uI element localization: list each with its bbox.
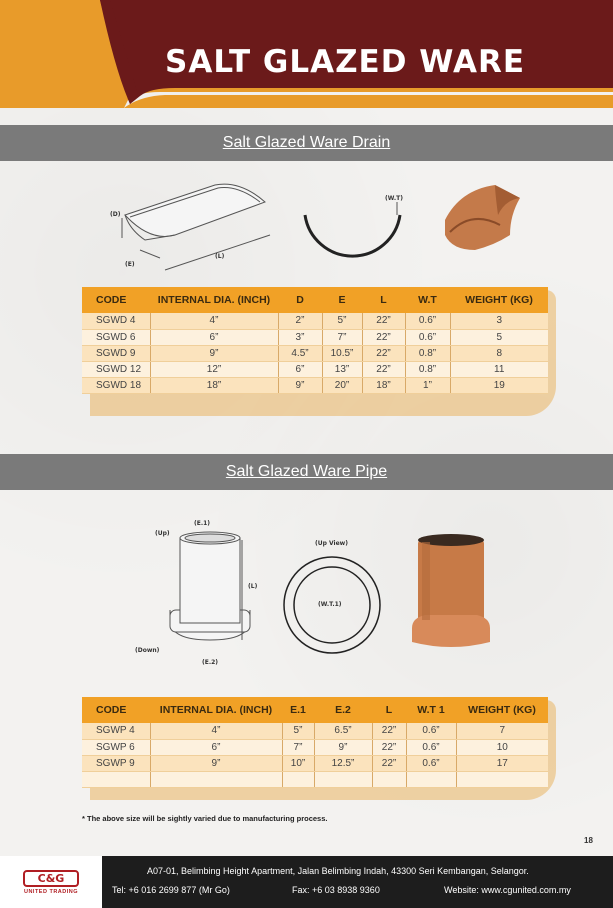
table-row	[82, 771, 548, 787]
table-cell	[150, 771, 282, 787]
table-cell: SGWP 9	[82, 755, 150, 771]
drain-isometric-drawing	[122, 184, 270, 270]
drain-header-cell: W.T	[405, 287, 450, 313]
company-fax: Fax: +6 03 8938 9360	[292, 885, 380, 895]
table-cell: 5”	[322, 313, 362, 329]
table-cell	[372, 771, 406, 787]
table-cell: 0.6”	[406, 739, 456, 755]
table-row	[82, 377, 548, 393]
table-cell: 0.6”	[406, 755, 456, 771]
table-row	[82, 313, 548, 329]
pipe-section-header	[0, 454, 613, 490]
table-cell	[314, 771, 372, 787]
pipe-header-cell: E.1	[282, 697, 314, 723]
table-cell: 20”	[322, 377, 362, 393]
table-cell: 2”	[278, 313, 322, 329]
footer	[0, 856, 613, 908]
table-cell: 0.6”	[405, 329, 450, 345]
table-cell: 22”	[362, 329, 405, 345]
pipe-label-up: (Up)	[155, 530, 170, 537]
pipe-header-cell: E.2	[314, 697, 372, 723]
table-row	[82, 755, 548, 771]
drain-label-l: (L)	[215, 253, 225, 260]
table-cell: 1”	[405, 377, 450, 393]
table-row	[82, 345, 548, 361]
table-cell: 10	[456, 739, 548, 755]
table-cell: 6”	[150, 329, 278, 345]
page-title: SALT GLAZED WARE	[165, 44, 526, 80]
drain-label-wt: (W.T)	[385, 195, 403, 202]
table-cell: 3	[450, 313, 548, 329]
pipe-product-image	[412, 534, 490, 647]
pipe-label-e1: (E.1)	[194, 520, 211, 527]
pipe-label-e2: (E.2)	[202, 659, 219, 666]
table-cell: 4”	[150, 723, 282, 739]
drain-diagrams	[100, 180, 540, 280]
pipe-side-drawing	[170, 532, 250, 640]
drain-header-cell: CODE	[82, 287, 150, 313]
table-cell: 9”	[314, 739, 372, 755]
drain-header-cell: WEIGHT (KG)	[450, 287, 548, 313]
table-cell: 6.5”	[314, 723, 372, 739]
table-cell: 0.6”	[405, 313, 450, 329]
table-cell: 10.5”	[322, 345, 362, 361]
table-cell	[456, 771, 548, 787]
pipe-label-wt1: (W.T.1)	[318, 601, 342, 608]
drain-spec-table	[82, 287, 548, 394]
drain-product-image	[445, 185, 520, 250]
table-cell: 7”	[322, 329, 362, 345]
pipe-diagrams	[130, 510, 510, 670]
manufacturing-note: * The above size will be sightly varied due to manufacturing process.	[82, 814, 328, 823]
drain-label-d: (D)	[110, 211, 121, 218]
drain-section-header	[0, 125, 613, 161]
table-row	[82, 329, 548, 345]
table-cell: SGWD 12	[82, 361, 150, 377]
table-cell: SGWP 4	[82, 723, 150, 739]
table-cell: 22”	[362, 313, 405, 329]
pipe-label-down: (Down)	[135, 647, 160, 654]
pipe-label-up-view: (Up View)	[315, 540, 348, 547]
pipe-header-cell: WEIGHT (KG)	[456, 697, 548, 723]
table-cell: 0.6”	[406, 723, 456, 739]
pipe-header-cell: L	[372, 697, 406, 723]
table-cell: 6”	[150, 739, 282, 755]
table-row	[82, 739, 548, 755]
pipe-header-cell: W.T 1	[406, 697, 456, 723]
table-cell: 9”	[150, 345, 278, 361]
table-cell: SGWD 4	[82, 313, 150, 329]
table-cell: 0.8”	[405, 361, 450, 377]
pipe-header-cell: INTERNAL DIA. (INCH)	[150, 697, 282, 723]
table-cell: 19	[450, 377, 548, 393]
table-cell: 3”	[278, 329, 322, 345]
table-cell: 12.5”	[314, 755, 372, 771]
table-cell: 22”	[372, 739, 406, 755]
drain-header-cell: D	[278, 287, 322, 313]
company-logo	[0, 856, 102, 908]
table-cell: 8	[450, 345, 548, 361]
table-row	[82, 723, 548, 739]
table-cell: 9”	[150, 755, 282, 771]
table-cell: 18”	[150, 377, 278, 393]
table-cell: SGWP 6	[82, 739, 150, 755]
table-cell	[282, 771, 314, 787]
table-cell: 17	[456, 755, 548, 771]
table-cell: 22”	[372, 723, 406, 739]
pipe-label-l: (L)	[248, 583, 258, 590]
drain-section-title: Salt Glazed Ware Drain	[222, 134, 391, 151]
table-cell: 5”	[282, 723, 314, 739]
table-cell: 12”	[150, 361, 278, 377]
logo-subtext: UNITED TRADING	[23, 888, 79, 895]
table-cell: 5	[450, 329, 548, 345]
pipe-table-wrap	[82, 697, 548, 788]
table-cell: 9”	[278, 377, 322, 393]
pipe-table-header-row	[82, 697, 548, 723]
table-cell: SGWD 9	[82, 345, 150, 361]
drain-table-wrap	[82, 287, 548, 394]
logo-mark: C&G	[23, 870, 79, 887]
pipe-section-title: Salt Glazed Ware Pipe	[225, 463, 388, 480]
table-cell: 18”	[362, 377, 405, 393]
table-cell: 4.5”	[278, 345, 322, 361]
company-website[interactable]: Website: www.cgunited.com.my	[444, 885, 571, 895]
page-number: 18	[584, 836, 593, 845]
pipe-spec-table	[82, 697, 548, 788]
table-cell: 10”	[282, 755, 314, 771]
drain-header-cell: L	[362, 287, 405, 313]
table-cell: 11	[450, 361, 548, 377]
drain-label-e: (E)	[125, 261, 135, 268]
pipe-header-cell: CODE	[82, 697, 150, 723]
table-row	[82, 361, 548, 377]
company-tel: Tel: +6 016 2699 877 (Mr Go)	[112, 885, 230, 895]
drain-cross-section	[305, 215, 400, 256]
table-cell: 7”	[282, 739, 314, 755]
table-cell: 0.8”	[405, 345, 450, 361]
table-cell: 22”	[362, 361, 405, 377]
drain-header-cell: INTERNAL DIA. (INCH)	[150, 287, 278, 313]
company-address: A07-01, Belimbing Height Apartment, Jalan Belimbing Indah, 43300 Seri Kembangan, Selangor.	[147, 866, 529, 876]
table-cell: SGWD 6	[82, 329, 150, 345]
drain-header-cell: E	[322, 287, 362, 313]
drain-table-header-row	[82, 287, 548, 313]
table-cell: SGWD 18	[82, 377, 150, 393]
table-cell	[406, 771, 456, 787]
table-cell: 7	[456, 723, 548, 739]
table-cell: 6”	[278, 361, 322, 377]
table-cell: 22”	[362, 345, 405, 361]
table-cell: 13”	[322, 361, 362, 377]
table-cell	[82, 771, 150, 787]
table-cell: 22”	[372, 755, 406, 771]
table-cell: 4”	[150, 313, 278, 329]
